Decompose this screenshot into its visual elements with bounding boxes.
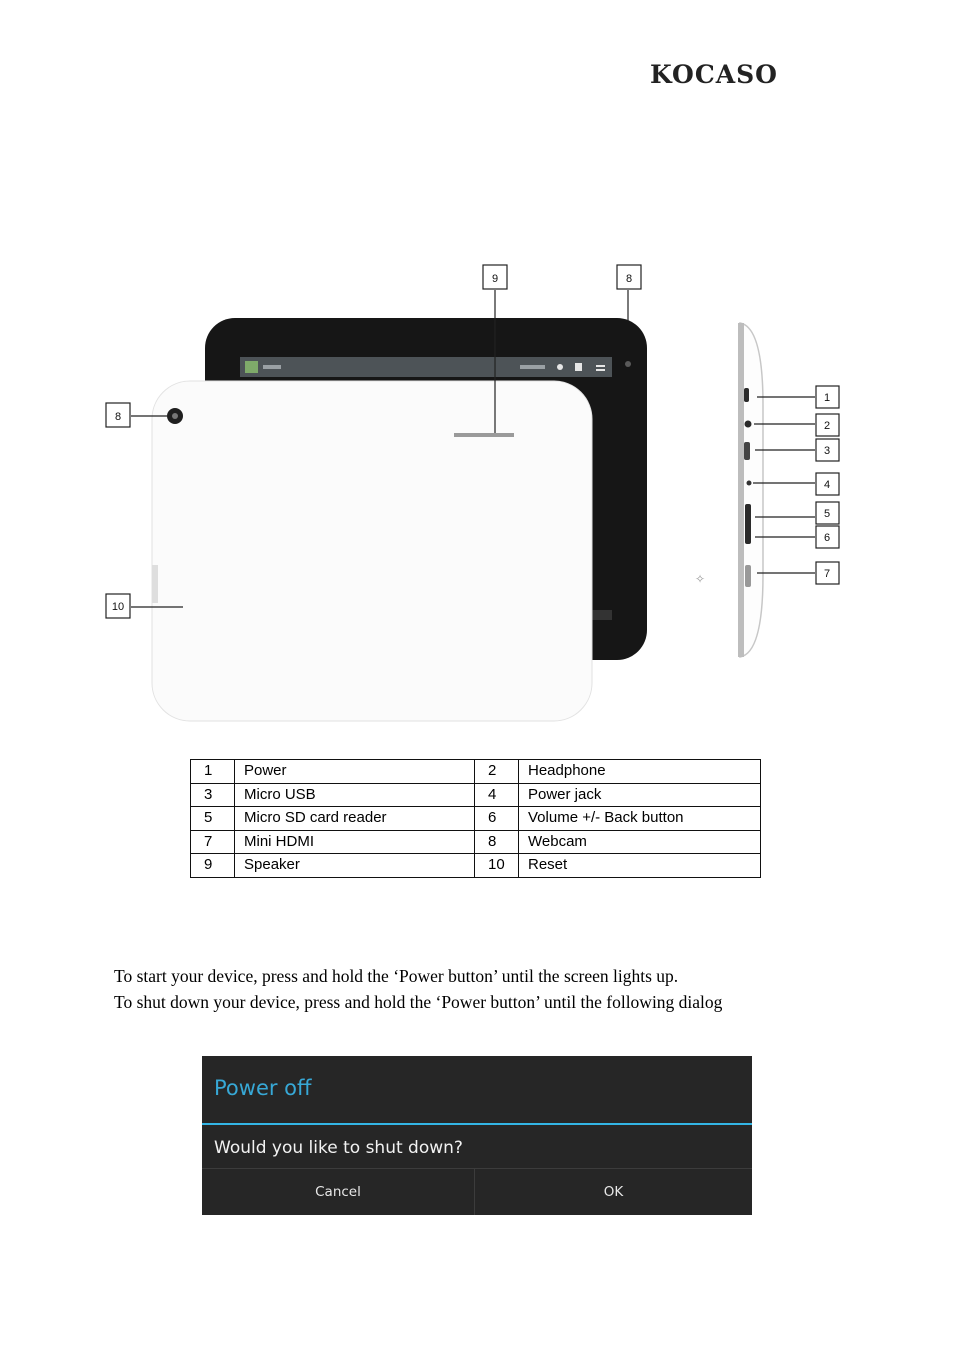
- dialog-message: Would you like to shut down?: [214, 1138, 463, 1158]
- part-number: 2: [475, 760, 519, 784]
- callout-4: 4: [823, 479, 831, 491]
- callout-1: 1: [823, 392, 831, 404]
- table-row: [191, 854, 761, 878]
- callout-8-front: 8: [625, 273, 633, 285]
- tablet-illustration: [95, 255, 855, 730]
- part-number: 6: [475, 807, 519, 831]
- part-number: 1: [191, 760, 235, 784]
- part-number: 4: [475, 783, 519, 807]
- tablet-side-view: [738, 323, 763, 657]
- callout-5: 5: [823, 508, 831, 520]
- callout-3: 3: [823, 445, 831, 457]
- part-number: 8: [475, 830, 519, 854]
- callout-6: 6: [823, 532, 831, 544]
- dialog-title: Power off: [214, 1076, 312, 1100]
- tablet-back-view: [152, 381, 592, 721]
- callout-7: 7: [823, 568, 831, 580]
- part-label: Reset: [519, 854, 761, 878]
- kocaso-logo: KOCASO: [650, 60, 778, 89]
- part-label: Speaker: [235, 854, 475, 878]
- parts-table: [190, 759, 761, 878]
- callout-8-back: 8: [114, 411, 122, 423]
- dialog-button-bar: [202, 1168, 752, 1215]
- table-row: [191, 783, 761, 807]
- part-label: Headphone: [519, 760, 761, 784]
- crosshair-icon: ✧: [695, 572, 706, 586]
- instruction-shutdown: To shut down your device, press and hold the ‘Power button’ until the following dialog: [114, 992, 723, 1012]
- callout-2: 2: [823, 420, 831, 432]
- part-label: Micro SD card reader: [235, 807, 475, 831]
- instruction-start: To start your device, press and hold the ‘Power button’ until the screen lights up.: [114, 966, 679, 986]
- dialog-divider: [202, 1123, 752, 1125]
- callout-9: 9: [491, 273, 499, 285]
- instructions: [114, 963, 722, 1015]
- part-number: 7: [191, 830, 235, 854]
- part-label: Webcam: [519, 830, 761, 854]
- part-label: Power: [235, 760, 475, 784]
- cancel-button[interactable]: Cancel: [202, 1169, 475, 1215]
- part-label: Volume +/- Back button: [519, 807, 761, 831]
- part-number: 3: [191, 783, 235, 807]
- table-row: [191, 807, 761, 831]
- part-number: 5: [191, 807, 235, 831]
- power-off-dialog: [202, 1056, 752, 1215]
- callout-10: 10: [111, 601, 125, 613]
- part-number: 9: [191, 854, 235, 878]
- table-row: [191, 830, 761, 854]
- part-number: 10: [475, 854, 519, 878]
- part-label: Micro USB: [235, 783, 475, 807]
- part-label: Power jack: [519, 783, 761, 807]
- part-label: Mini HDMI: [235, 830, 475, 854]
- table-row: [191, 760, 761, 784]
- ok-button[interactable]: OK: [603, 1184, 624, 1200]
